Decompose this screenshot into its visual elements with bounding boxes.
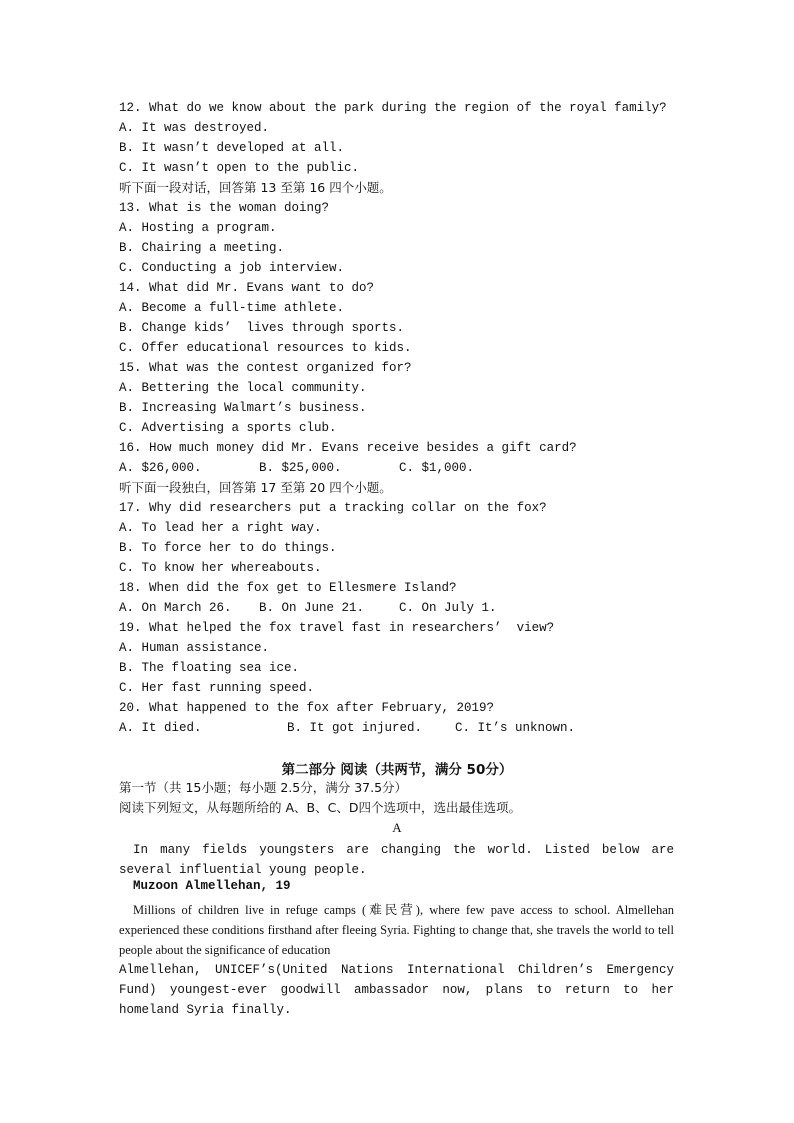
q19-option-b: B. The floating sea ice. bbox=[119, 661, 300, 675]
q15-option-a: A. Bettering the local community. bbox=[119, 381, 367, 395]
person-heading: Muzoon Almellehan, 19 bbox=[133, 879, 291, 893]
q15-option-b: B. Increasing Walmart’s business. bbox=[119, 401, 367, 415]
q14-option-b: B. Change kids’ lives through sports. bbox=[119, 321, 405, 335]
q16-question: 16. How much money did Mr. Evans receive besides a gift card? bbox=[119, 441, 577, 455]
q12-option-c: C. It wasn’t open to the public. bbox=[119, 161, 360, 175]
q13-question: 13. What is the woman doing? bbox=[119, 201, 330, 215]
q17-option-a: A. To lead her a right way. bbox=[119, 521, 322, 535]
q16-option-b: B. $25,000. bbox=[259, 461, 342, 475]
q18-question: 18. When did the fox get to Ellesmere Island? bbox=[119, 581, 457, 595]
q19-question: 19. What helped the fox travel fast in researchers’ view? bbox=[119, 621, 555, 635]
q15-option-c: C. Advertising a sports club. bbox=[119, 421, 337, 435]
q17-question: 17. Why did researchers put a tracking collar on the fox? bbox=[119, 501, 547, 515]
passage-intro: In many fields youngsters are changing the world. Listed below are several influential young people. bbox=[119, 843, 674, 877]
q20-option-c: C. It’s unknown. bbox=[455, 721, 576, 735]
q20-question: 20. What happened to the fox after February, 2019? bbox=[119, 701, 495, 715]
q20-option-b: B. It got injured. bbox=[287, 721, 423, 735]
q18-option-c: C. On July 1. bbox=[399, 601, 497, 615]
q13-option-c: C. Conducting a job interview. bbox=[119, 261, 345, 275]
section-one-line: 第一节（共 15小题；每小题 2.5分，满分 37.5分） bbox=[119, 780, 408, 795]
q12-option-b: B. It wasn’t developed at all. bbox=[119, 141, 345, 155]
q15-question: 15. What was the contest organized for? bbox=[119, 361, 412, 375]
q14-option-c: C. Offer educational resources to kids. bbox=[119, 341, 412, 355]
passage-label: A bbox=[392, 820, 402, 835]
q16-option-a: A. $26,000. bbox=[119, 461, 202, 475]
instruction-17-20: 听下面一段独白，回答第 17 至第 20 四个小题。 bbox=[119, 480, 392, 495]
q19-option-c: C. Her fast running speed. bbox=[119, 681, 315, 695]
reading-instruction: 阅读下列短文，从每题所给的 A、B、C、D四个选项中，选出最佳选项。 bbox=[119, 800, 521, 815]
q18-option-a: A. On March 26. bbox=[119, 601, 232, 615]
q20-option-a: A. It died. bbox=[119, 721, 202, 735]
q13-option-a: A. Hosting a program. bbox=[119, 221, 277, 235]
q16-option-c: C. $1,000. bbox=[399, 461, 475, 475]
q18-option-b: B. On June 21. bbox=[259, 601, 365, 615]
instruction-13-16: 听下面一段对话，回答第 13 至第 16 四个小题。 bbox=[119, 180, 392, 195]
q14-question: 14. What did Mr. Evans want to do? bbox=[119, 281, 375, 295]
q13-option-b: B. Chairing a meeting. bbox=[119, 241, 285, 255]
q17-option-c: C. To know her whereabouts. bbox=[119, 561, 322, 575]
q19-option-a: A. Human assistance. bbox=[119, 641, 270, 655]
passage-paragraph-1: Millions of children live in refuge camps (难民营), where few pave access to school. Almellehan experienced these conditions firsthand after fleeing Syria. Fighting to change that, she travels the world to tell people about the significance of education bbox=[119, 903, 674, 957]
q14-option-a: A. Become a full-time athlete. bbox=[119, 301, 345, 315]
q12-question: 12. What do we know about the park during the region of the royal family? bbox=[119, 101, 667, 115]
q17-option-b: B. To force her to do things. bbox=[119, 541, 337, 555]
q12-option-a: A. It was destroyed. bbox=[119, 121, 270, 135]
part-two-heading: 第二部分 阅读（共两节，满分 50分） bbox=[281, 762, 513, 778]
passage-paragraph-1-cont: Almellehan, UNICEF’s(United Nations International Children’s Emergency Fund) youngest-ever goodwill ambassador now, plans to return to her homeland Syria finally. bbox=[119, 963, 674, 1017]
